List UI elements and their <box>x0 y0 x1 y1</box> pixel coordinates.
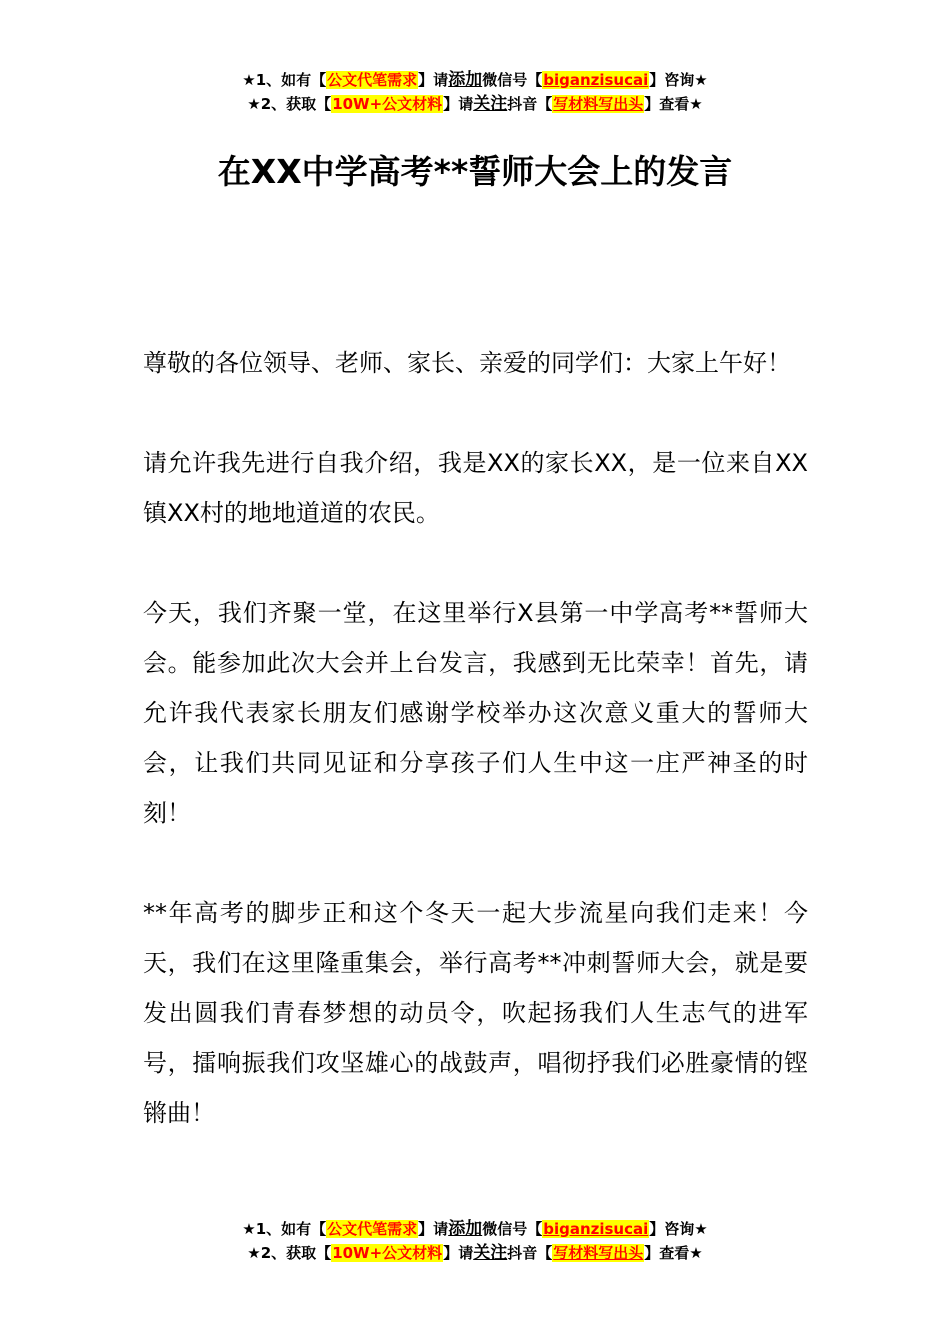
banner-text: 微信号【 <box>482 1220 543 1238</box>
materials-highlight: 10W+公文材料 <box>332 95 443 113</box>
banner-text: ★1、如有【 <box>242 1220 327 1238</box>
banner-text: 】查看★ <box>644 1244 703 1262</box>
banner-text: 】请 <box>418 71 449 89</box>
banner-text: 微信号【 <box>482 71 543 89</box>
paragraph-greeting: 尊敬的各位领导、老师、家长、亲爱的同学们：大家上午好！ <box>143 349 791 377</box>
douyin-account-link[interactable]: 写材料写出头 <box>553 95 644 113</box>
banner-text: 】请 <box>443 1244 474 1262</box>
banner-underlined-text: 关注 <box>473 1243 508 1263</box>
banner-text: 】咨询★ <box>649 1220 708 1238</box>
banner-text: 】咨询★ <box>649 71 708 89</box>
ghostwriting-highlight: 公文代笔需求 <box>327 71 418 89</box>
banner-underlined-text: 添加 <box>448 1219 483 1239</box>
banner-line-1 <box>0 68 950 92</box>
banner-line-2 <box>0 92 950 116</box>
footer-banner <box>0 1217 950 1265</box>
banner-text: ★2、获取【 <box>247 95 332 113</box>
paragraph-introduction: 请允许我先进行自我介绍，我是XX的家长XX，是一位来自XX镇XX村的地地道道的农民。 <box>143 449 808 527</box>
document-body <box>143 338 808 1188</box>
header-banner <box>0 68 950 116</box>
materials-highlight: 10W+公文材料 <box>332 1244 443 1262</box>
banner-text: 抖音【 <box>507 1244 553 1262</box>
banner-text: 】请 <box>418 1220 449 1238</box>
document-title: 在XX中学高考**誓师大会上的发言 <box>217 152 733 191</box>
banner-text: 】请 <box>443 95 474 113</box>
wechat-id-link[interactable]: biganzisucai <box>543 71 649 89</box>
banner-text: 】查看★ <box>644 95 703 113</box>
banner-underlined-text: 关注 <box>473 94 508 114</box>
banner-line-2 <box>0 1241 950 1265</box>
paragraph-gathering: 今天，我们齐聚一堂，在这里举行X县第一中学高考**誓师大会。能参加此次大会并上台发言，我感到无比荣幸！首先，请允许我代表家长朋友们感谢学校举办这次意义重大的誓师大会，让我们共同见证和分享孩子们人生中这一庄严神圣的时刻！ <box>143 599 808 827</box>
banner-text: 抖音【 <box>507 95 553 113</box>
banner-underlined-text: 添加 <box>448 70 483 90</box>
banner-text: ★1、如有【 <box>242 71 327 89</box>
wechat-id-link[interactable]: biganzisucai <box>543 1220 649 1238</box>
banner-line-1 <box>0 1217 950 1241</box>
paragraph-exam-approach: **年高考的脚步正和这个冬天一起大步流星向我们走来！今天，我们在这里隆重集会，举行高考**冲刺誓师大会，就是要发出圆我们青春梦想的动员令，吹起扬我们人生志气的进军号，擂响振我们攻坚雄心的战鼓声，唱彻抒我们必胜豪情的铿锵曲！ <box>143 899 808 1127</box>
banner-text: ★2、获取【 <box>247 1244 332 1262</box>
ghostwriting-highlight: 公文代笔需求 <box>327 1220 418 1238</box>
douyin-account-link[interactable]: 写材料写出头 <box>553 1244 644 1262</box>
